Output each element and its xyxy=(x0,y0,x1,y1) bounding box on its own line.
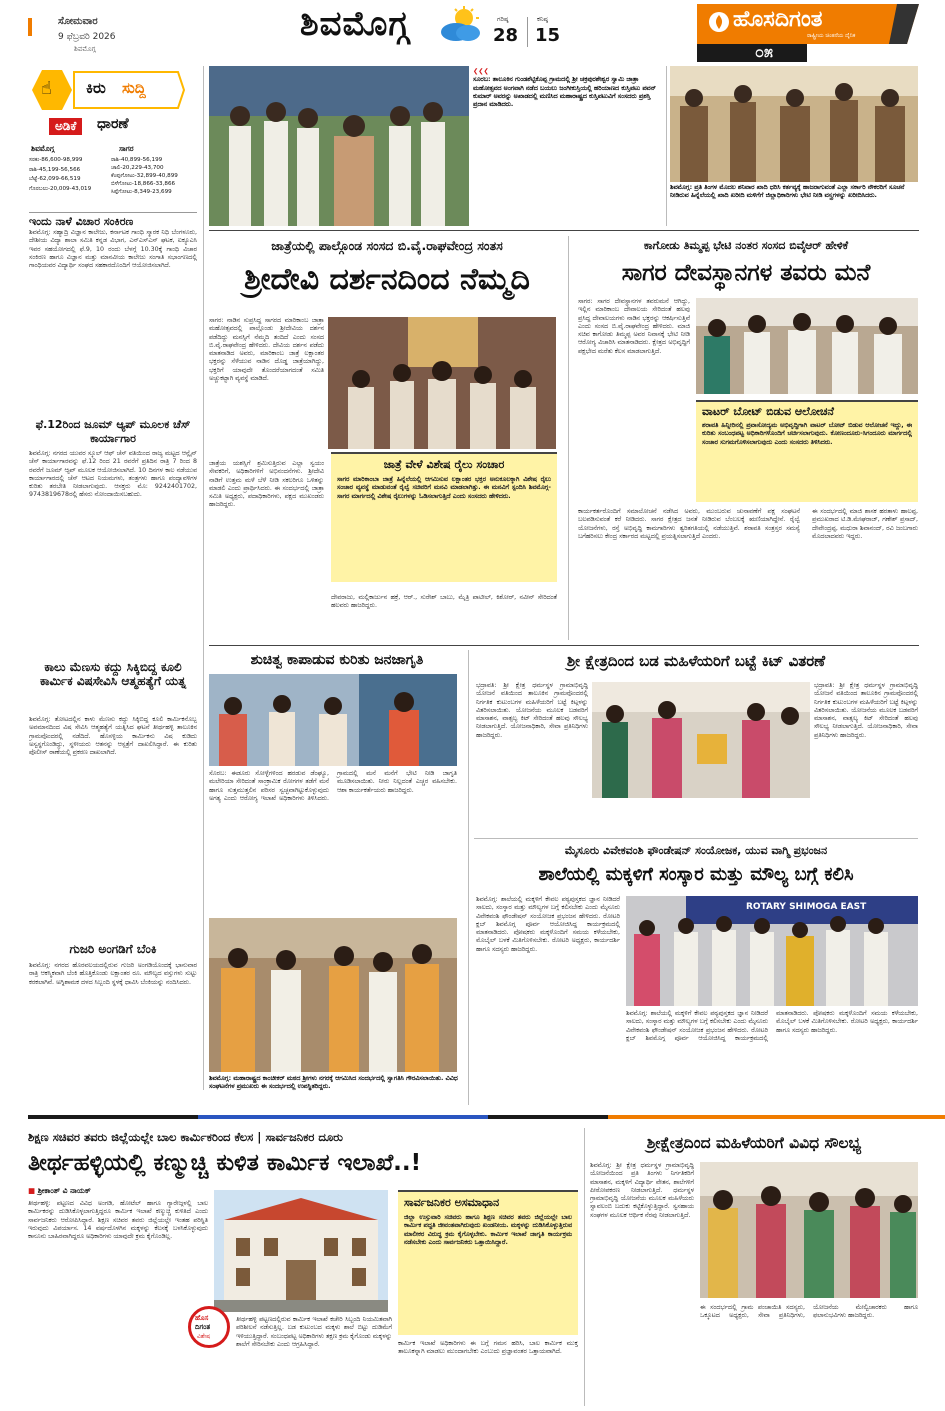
brand-name: ಹೊಸದಿಗಂತ xyxy=(733,7,823,32)
left-col-a4-body: ಶಿವಮೊಗ್ಗ: ನಗರದ ಹೊರವಲಯದಲ್ಲಿರುವ ಗುಜರಿ ಅಂಗಡಿಯೊಂದಕ್ಕೆ ಭಾನುವಾರ ರಾತ್ರಿ ಆಕಸ್ಮಿಕವಾಗಿ ಬೆಂಕಿ ಹೊತ್ತಿಕೊಂಡು ಲಕ್ಷಾಂತರ ರೂ. ಮೌಲ್ಯದ ವಸ್ತುಗಳು ಸುಟ್ಟು ಕರಕಲಾಗಿವೆ. ಅಗ್ನಿಶಾಮಕ ದಳದ ಸಿಬ್ಬಂದಿ ಸ್ಥಳಕ್ಕೆ ಧಾವಿಸಿ ಬೆಂಕಿಯನ್ನು ನಂದಿಸಿದರು. xyxy=(29,962,197,986)
min-temp-value: 15 xyxy=(535,25,561,46)
adike-row: ಕೆಂಪುಗೋಟು-32,899-40,899 xyxy=(111,173,178,179)
mid-left-body: ಸೊರಬ: ಈಡೂರು ಸೋಳ್ಳೆಗಳಿಂದ ಹರಡುವ ಡೆಂಘ್ಯೂ, ಮಲೇರಿಯಾ ಸೇರಿದಂತೆ ಸಾಂಕ್ರಾಮಿಕ ರೋಗಗಳ ತಡೆಗೆ ಮನೆ ಹಾಗೂ ಸುತ್ತಮುತ್ತಲಿನ ಪರಿಸರ ಸ್ವಚ್ಛವಾಗಿಟ್ಟುಕೊಳ್ಳುವುದು ಅಗತ್ಯ ಎಂದು ಆರೋಗ್ಯ ಇಲಾಖೆ ಅಧಿಕಾರಿಗಳು ತಿಳಿಸಿದರು. ಗ್ರಾಮದಲ್ಲಿ ಮನೆ ಮನೆಗೆ ಭೇಟಿ ನೀಡಿ ಜಾಗೃತಿ ಮೂಡಿಸಲಾಯಿತು. ನೀರು ನಿಲ್ಲದಂತೆ ಎಚ್ಚರ ವಹಿಸಬೇಕು. ಆಶಾ ಕಾರ್ಯಕರ್ತೆಯರು ಹಾಜರಿದ್ದರು. xyxy=(209,770,457,802)
swamiji-caption: ಶಿವಮೊಗ್ಗ: ಮಹಾರಾಷ್ಟ್ರದ ಕಾಂಚೀಕರ್ ಮಠದ ಶ್ರೀಗಳು ನಗರಕ್ಕೆ ಆಗಮಿಸಿದ ಸಂದರ್ಭದಲ್ಲಿ ಸ್ವಾಗತಿಸಿ ಗೌರವಿಸಲಾಯಿತು. ವಿವಿಧ ಸಂಘಟನೆಗಳ ಪ್ರಮುಖರು ಈ ಸಂದರ್ಭದಲ್ಲಿ ಉಪಸ್ಥಿತರಿದ್ದರು. xyxy=(209,1075,458,1091)
caption-tag-icon: ❮❮❮ xyxy=(473,68,489,75)
brand-sub: ರಾಷ್ಟ್ರೀಯ ಚಿಂತನೆಯ ದೈನಿಕ xyxy=(807,33,856,39)
school-story-body-cont-text: ಶಿವಮೊಗ್ಗ: ಶಾಲೆಯಲ್ಲಿ ಮಕ್ಕಳಿಗೆ ಕೇವಲ ಪಠ್ಯಪುಸ್ತಕದ ಜ್ಞಾನ ನೀಡಿದರೆ ಸಾಲದು, ಸಂಸ್ಕಾರ ಮತ್ತು ಮೌಲ್ಯಗಳ ಬಗ್ಗೆ ಕಲಿಸಬೇಕು ಎಂದು ಮೈಸೂರು ವಿವೇಕವಂಶಿ ಫೌಂಡೇಷನ್ ಸಂಯೋಜಕ ಪ್ರಭಂಜನ ಹೇಳಿದರು. ರೋಟರಿ ಕ್ಲಬ್ ಶಿವಮೊಗ್ಗ ಪೂರ್ವ ಆಯೋಜಿಸಿದ್ದ ಕಾರ್ಯಕ್ರಮದಲ್ಲಿ ಮಾತನಾಡಿದರು. ಪೋಷಕರು ಮಕ್ಕಳೊಂದಿಗೆ ಸಮಯ ಕಳೆಯಬೇಕು, ಮೊಬೈಲ್ ಬಳಕೆ ಮಿತಿಗೊಳಿಸಬೇಕು. ರೋಟರಿ ಅಧ್ಯಕ್ಷರು, ಕಾರ್ಯದರ್ಶಿ ಹಾಗೂ ಸದಸ್ಯರು ಹಾಜರಿದ್ದರು. xyxy=(626,1010,918,1042)
adike-col2-head: ಸಾಗರ xyxy=(119,144,134,153)
bottom-left-headline: ತೀರ್ಥಹಳ್ಳಿಯಲ್ಲಿ ಕಣ್ಮುಚ್ಚಿ ಕುಳಿತ ಕಾರ್ಮಿಕ ಇಲಾಖೆ..! xyxy=(28,1150,422,1176)
left-col-a3-title: ಕಾಲು ಮೆಣಸು ಕದ್ದು ಸಿಕ್ಕಿಬಿದ್ದ ಕೂಲಿ ಕಾರ್ಮಿಕ ವಿಷಸೇವಿಸಿ ಆತ್ಮಹತ್ಯೆಗೆ ಯತ್ನ xyxy=(39,660,187,688)
masthead xyxy=(0,0,945,62)
adike-row: ಬಿಳೆಗೋಟು-18,866-33,866 xyxy=(111,181,176,187)
byline-text: ಶ್ರೀಕಾಂತ್ ವಿ ನಾಯಕ್ xyxy=(37,1186,91,1195)
min-temp-label: ಕನಿಷ್ಠ xyxy=(537,15,548,23)
rotary-banner: ROTARY SHIMOGA EAST xyxy=(746,902,867,912)
adike-row: ಗೊರಬಲು-20,009-43,019 xyxy=(29,185,92,192)
page-number-tab xyxy=(697,44,807,62)
mid-right-headline: ಶ್ರೀ ಕ್ಷೇತ್ರದಿಂದ ಬಡ ಮಹಿಳೆಯರಿಗೆ ಬಟ್ಟೆ ಕಿಟ್ ವಿತರಣೆ xyxy=(566,652,826,670)
hosa-diganta-special-logo xyxy=(188,1306,230,1348)
date-block xyxy=(28,16,178,58)
right-story-headline: ಸಾಗರ ದೇವಸ್ಥಾನಗಳ ತವರು ಮನೆ xyxy=(621,260,871,286)
mid-right-body-cont xyxy=(814,682,918,802)
school-story-kicker: ಮೈಸೂರು ವಿವೇಕವಂಶಿ ಫೌಂಡೇಷನ್ ಸಂಯೋಜಕ, ಯುವ ವಾಗ್ಮಿ ಪ್ರಭಂಜನ xyxy=(564,844,828,857)
school-story-headline: ಶಾಲೆಯಲ್ಲಿ ಮಕ್ಕಳಿಗೆ ಸಂಸ್ಕಾರ ಮತ್ತು ಮೌಲ್ಯ ಬಗ್ಗೆ ಕಲಿಸಿ xyxy=(538,864,854,885)
public-box xyxy=(398,1190,578,1335)
adike-row: ಸರಕು-86,600-98,999 xyxy=(29,157,83,163)
wrestling-photo xyxy=(209,66,469,226)
mid-right-body: ಭದ್ರಾವತಿ: ಶ್ರೀ ಕ್ಷೇತ್ರ ಧರ್ಮಸ್ಥಳ ಗ್ರಾಮಾಭಿವೃದ್ಧಿ ಯೋಜನೆ ವತಿಯಿಂದ ತಾಲೂಕಿನ ಗ್ರಾಮವೊಂದರಲ್ಲಿ ನಿರ್ಗತಿಕ ಕುಟುಂಬಗಳ ಮಹಿಳೆಯರಿಗೆ ಬಟ್ಟೆ ಕಿಟ್ಗಳನ್ನು ವಿತರಿಸಲಾಯಿತು. ಯೋಜನೆಯ ಮೂಲಕ ಬಡವರಿಗೆ ಮಾಸಾಶನ, ವಾತ್ಸಲ್ಯ ಕಿಟ್ ಸೇರಿದಂತೆ ಹಲವು ಸೌಲಭ್ಯ ನೀಡಲಾಗುತ್ತಿದೆ. ಯೋಜನಾಧಿಕಾರಿ, ಸೇವಾ ಪ್ರತಿನಿಧಿಗಳು ಹಾಜರಿದ್ದರು. xyxy=(476,682,588,739)
right-story-body2: ಕಾರ್ಯಕರ್ತರೊಂದಿಗೆ ಸಮಾಲೋಚನೆ ನಡೆಸಿದ ಅವರು, ಮುಂಬರುವ ಚುನಾವಣೆಗೆ ಪಕ್ಷ ಸಂಘಟನೆ ಬಲಪಡಿಸುವಂತೆ ಕರೆ ನೀಡಿದರು. ಸಾಗರ ಕ್ಷೇತ್ರದ ಜನತೆ ನೀಡಿರುವ ಬೆಂಬಲಕ್ಕೆ ಋಣಿಯಾಗಿದ್ದೇನೆ. ರೈಲ್ವೆ ಯೋಜನೆಗಳು, ರಸ್ತೆ ಅಭಿವೃದ್ಧಿ ಕಾಮಗಾರಿಗಳು ತ್ವರಿತಗತಿಯಲ್ಲಿ ನಡೆಯುತ್ತಿವೆ. ಶರಾವತಿ ಸಂತ್ರಸ್ತರ ಸಮಸ್ಯೆ ಬಗೆಹರಿಸಲು ಕೇಂದ್ರ ಸರ್ಕಾರದ ಮಟ್ಟದಲ್ಲಿ ಪ್ರಯತ್ನಿಸಲಾಗುತ್ತಿದೆ ಎಂದರು. xyxy=(578,508,800,540)
byline xyxy=(28,1186,208,1196)
adike-price-box xyxy=(29,114,197,206)
adike-row: ಚಾಲಿ-20,229-43,700 xyxy=(111,165,164,171)
main-story-body2: ಜಾತ್ರೆಯ ಯಶಸ್ಸಿಗೆ ಶ್ರಮಿಸುತ್ತಿರುವ ಎಲ್ಲಾ ಸ್ವಯಂ ಸೇವಕರಿಗೆ, ಅಧಿಕಾರಿಗಳಿಗೆ ಅಭಿನಂದನೆಗಳು. ಶ್ರೀದೇವಿ ನಾಡಿಗೆ ಉತ್ತಮ ಮಳೆ ಬೆಳೆ ನೀಡಿ ಸಕಲರಿಗೂ ಒಳಿತನ್ನು ಮಾಡಲಿ ಎಂದು ಪ್ರಾರ್ಥಿಸಿದರು. ಈ ಸಂದರ್ಭದಲ್ಲಿ ಜಾತ್ರಾ ಸಮಿತಿ ಅಧ್ಯಕ್ಷರು, ಪದಾಧಿಕಾರಿಗಳು, ಪಕ್ಷದ ಮುಖಂಡರು ಹಾಜರಿದ್ದರು. xyxy=(209,460,324,509)
kirusuddi-title-a: ಕಿರು xyxy=(86,79,106,97)
rail-box-body: ಸಾಗರ ಮಾರಿಕಾಂಬಾ ಜಾತ್ರೆ ಹಿನ್ನೆಲೆಯಲ್ಲಿ ಆಗಮಿಸುವ ಲಕ್ಷಾಂತರ ಭಕ್ತರ ಅನುಕೂಲಕ್ಕಾಗಿ ವಿಶೇಷ ರೈಲು ಸಂಚಾರ ವ್ಯವಸ್ಥೆ ಮಾಡುವಂತೆ ರೈಲ್ವೆ ಸಚಿವರಿಗೆ ಮನವಿ ಮಾಡಲಾಗಿತ್ತು. ಈ ಮನವಿಗೆ ಸ್ಪಂದಿಸಿ ಶಿವಮೊಗ್ಗ-ಸಾಗರ ಮಾರ್ಗದಲ್ಲಿ ವಿಶೇಷ ರೈಲುಗಳನ್ನು ಓಡಿಸಲಾಗುತ್ತಿದೆ ಎಂದು ಸಂಸದರು ಹೇಳಿದರು. xyxy=(337,476,551,500)
mid-left-headline: ಶುಚಿತ್ವ ಕಾಪಾಡುವ ಕುರಿತು ಜನಜಾಗೃತಿ xyxy=(250,652,424,668)
khadi-caption: ಶಿವಮೊಗ್ಗ: ಪ್ರತಿ ತಿಂಗಳ ಮೊದಲ ಶನಿವಾರ ಖಾದಿ ಧರಿಸಿ ಕರ್ತವ್ಯಕ್ಕೆ ಹಾಜರಾಗುವಂತೆ ಎಲ್ಲಾ ಸರ್ಕಾರಿ ನೌಕರರಿಗೆ ಸೂಚನೆ ನೀಡಿರುವ ಹಿನ್ನೆಲೆಯಲ್ಲಿ ಖಾದಿ ಖರೀದಿ ಮಳಿಗೆಗೆ ಜಿಲ್ಲಾಧಿಕಾರಿಗಳು ಭೇಟಿ ನೀಡಿ ವಸ್ತ್ರಗಳನ್ನು ಖರೀದಿಸಿದರು. xyxy=(670,184,905,200)
water-boat-box-body: ಶರಾವತಿ ಹಿನ್ನೀರಿನಲ್ಲಿ ಪ್ರವಾಸೋದ್ಯಮ ಅಭಿವೃದ್ಧಿಗಾಗಿ ವಾಟರ್ ಬೋಟ್ ಬಿಡುವ ಆಲೋಚನೆ ಇದ್ದು, ಈ ಕುರಿತು ಸಂಬಂಧಪಟ್ಟ ಅಧಿಕಾರಿಗಳೊಂದಿಗೆ ಚರ್ಚಿಸಲಾಗುವುದು. ಕೋಣಂದೂರು-ಸಿಗಂದೂರು ಮಾರ್ಗದಲ್ಲಿ ಸಂಚಾರ ಸುಗಮಗೊಳಿಸಲಾಗುವುದು ಎಂದು ಸಂಸದರು ತಿಳಿಸಿದರು. xyxy=(702,422,912,446)
left-col-a2-body: ಶಿವಮೊಗ್ಗ: ನಗರದ ಯುವರ ಸ್ಕೂಲ್ ಆಫ್ ಚೆಸ್ ವತಿಯಿಂದ ರಾಜ್ಯ ಮಟ್ಟದ ಆನ್ಲೈನ್ ಚೆಸ್ ಕಾರ್ಯಾಗಾರವನ್ನು ಫೆ.12 ರಿಂದ 21 ರವರೆಗೆ ಪ್ರತಿದಿನ ರಾತ್ರಿ 7 ರಿಂದ 8 ರವರೆಗೆ ಜೂಮ್ ಆ್ಯಪ್ ಮೂಲಕ ಆಯೋಜಿಸಲಾಗಿದೆ. 10 ದಿನಗಳ ಕಾಲ ನಡೆಯುವ ಕಾರ್ಯಾಗಾರದಲ್ಲಿ ಚೆಸ್ ಆಟದ ನಿಯಮಗಳು, ತಂತ್ರಗಳು ಹಾಗೂ ಪಂದ್ಯಾವಳಿಗಳ ಕುರಿತು ತರಬೇತಿ ನೀಡಲಾಗುವುದು. ಆಸಕ್ತರು ಮೊ: 9242401702, 9743819678ರಲ್ಲಿ ಹೆಸರು ನೋಂದಾಯಿಸಬಹುದು. xyxy=(29,450,197,499)
awareness-photo xyxy=(209,674,457,766)
main-story-body3: ದೇವರಾಜು, ಮಲ್ಲಿಕಾರ್ಜುನ ಹಕ್ರೆ, ಆರ್., ಸುರೇಶ್ ಬಾಬು, ಮೈತ್ರಿ ಪಾಟೀಲ್, ಕಿಶೋರ್, ನವೀನ್ ಸೇರಿದಂತೆ ಹಲವರು ಹಾಜರಿದ್ದರು. xyxy=(331,594,557,610)
left-col-a1-title: ಇಂದು ನಾಳೆ ವಿಚಾರ ಸಂಕಿರಣ xyxy=(29,212,197,229)
kirusuddi-logo xyxy=(30,68,185,112)
right-story-body3: ಈ ಸಂದರ್ಭದಲ್ಲಿ ಮಾಜಿ ಶಾಸಕ ಹರತಾಳು ಹಾಲಪ್ಪ, ಪ್ರಮುಖರಾದ ಟಿ.ಡಿ.ಮೇಘರಾಜ್, ಗಣೇಶ್ ಪ್ರಸಾದ್, ದೇವೇಂದ್ರಪ್ಪ, ಮಧುರಾ ಶಿವಾನಂದ್, ರವಿ ಜಂಬಗಾರು ಮೊದಲಾದವರು ಇದ್ದರು. xyxy=(812,508,918,540)
place-label: ಶಿವಮೊಗ್ಗ xyxy=(74,45,96,53)
main-story-body1: ಸಾಗರ: ನಾಡಿನ ಸುಪ್ರಸಿದ್ಧ ಸಾಗರದ ಮಾರಿಕಾಂಬ ಜಾತ್ರಾ ಮಹೋತ್ಸವದಲ್ಲಿ ಪಾಲ್ಗೊಂಡು ಶ್ರೀದೇವಿಯ ದರ್ಶನ ಪಡೆದಿದ್ದು ಮನಸ್ಸಿಗೆ ನೆಮ್ಮದಿ ತಂದಿದೆ ಎಂದು ಸಂಸದ ಬಿ.ವೈ.ರಾಘವೇಂದ್ರ ಹೇಳಿದರು. ದೇವಿಯ ದರ್ಶನ ಪಡೆದು ಮಾತನಾಡಿದ ಅವರು, ಮಾರಿಕಾಂಬ ಜಾತ್ರೆ ಲಕ್ಷಾಂತರ ಭಕ್ತರನ್ನು ಸೆಳೆಯುವ ನಾಡಿನ ದೊಡ್ಡ ಜಾತ್ರೆಯಾಗಿದ್ದು, ಭಕ್ತರಿಗೆ ಯಾವುದೇ ತೊಂದರೆಯಾಗದಂತೆ ಸಮಿತಿ ಅಚ್ಚುಕಟ್ಟಾಗಿ ವ್ಯವಸ್ಥೆ ಮಾಡಿದೆ. xyxy=(209,317,324,383)
bottom-divider xyxy=(28,1112,918,1122)
adike-title-a: ಅಡಿಕೆ xyxy=(49,118,82,135)
kirusuddi-title-b: ಸುದ್ದಿ xyxy=(122,79,146,97)
adike-row: ಸಿಪ್ಪೆಗೋಟು-8,349-23,699 xyxy=(111,189,172,195)
mp-visit-photo xyxy=(696,298,918,394)
byline-icon: ■ xyxy=(28,1186,38,1195)
day-label: ಸೋಮವಾರ xyxy=(58,16,98,27)
water-boat-box xyxy=(696,400,918,502)
building-photo xyxy=(214,1190,388,1312)
women-scheme-photo xyxy=(700,1162,918,1298)
page-number: ೦೫ xyxy=(755,42,773,61)
right-story-kicker: ಕಾಗೋಡು ತಿಮ್ಮಪ್ಪ ಭೇಟಿ ನಂತರ ಸಂಸದ ಬಿವೈಆರ್ ಹೇಳಿಕೆ xyxy=(643,239,849,252)
left-col-a1-body: ಶಿವಮೊಗ್ಗ: ಸಹ್ಯಾದ್ರಿ ವಿಜ್ಞಾನ ಕಾಲೇಜು, ಕರ್ನಾಟಕ ಗಾಂಧಿ ಸ್ಮಾರಕ ನಿಧಿ ಬೆಂಗಳೂರು, ದೇಶೀಯ ವಿದ್ಯಾ ಶಾಲಾ ಸಮಿತಿ ಕನ್ನಡ ವಿಭಾಗ, ಎನ್ಎಸ್ಎಸ್ ಘಟಕ, ಐಕ್ಯೂಎಸಿ ಇವರ ಸಹಯೋಗದಲ್ಲಿ ಫೆ.9, 10 ರಂದು ಬೆಳಗ್ಗೆ 10.30ಕ್ಕೆ ಗಾಂಧಿ ವಿಚಾರ ಸಂಕಿರಣ ಹಾಗೂ ವಿಜ್ಞಾನ ಮತ್ತು ಮಾನವೀಯ ಕಾಲೇಜು ಸಂಗಾತಿ ಸಭಾಂಗಣದಲ್ಲಿ ಗಾಂಧಿಯವರ ವಿದ್ಯಾರ್ಥಿ ಸಂಘದ ಸಹಕಾರದೊಂದಿಗೆ ಆಯೋಜಿಸಲಾಗಿದೆ. xyxy=(29,229,197,270)
weather-icon xyxy=(438,6,484,44)
adike-col1 xyxy=(29,156,109,194)
pointing-hand-icon: ☝ xyxy=(41,78,52,99)
mid-right-body-cont-text: ಭದ್ರಾವತಿ: ಶ್ರೀ ಕ್ಷೇತ್ರ ಧರ್ಮಸ್ಥಳ ಗ್ರಾಮಾಭಿವೃದ್ಧಿ ಯೋಜನೆ ವತಿಯಿಂದ ತಾಲೂಕಿನ ಗ್ರಾಮವೊಂದರಲ್ಲಿ ನಿರ್ಗತಿಕ ಕುಟುಂಬಗಳ ಮಹಿಳೆಯರಿಗೆ ಬಟ್ಟೆ ಕಿಟ್ಗಳನ್ನು ವಿತರಿಸಲಾಯಿತು. ಯೋಜನೆಯ ಮೂಲಕ ಬಡವರಿಗೆ ಮಾಸಾಶನ, ವಾತ್ಸಲ್ಯ ಕಿಟ್ ಸೇರಿದಂತೆ ಹಲವು ಸೌಲಭ್ಯ ನೀಡಲಾಗುತ್ತಿದೆ. ಯೋಜನಾಧಿಕಾರಿ, ಸೇವಾ ಪ್ರತಿನಿಧಿಗಳು ಹಾಜರಿದ್ದರು. xyxy=(814,682,918,739)
page-title: ಶಿವಮೊಗ್ಗ xyxy=(300,4,410,44)
bottom-left-body3: ಕಾರ್ಮಿಕ ಇಲಾಖೆ ಅಧಿಕಾರಿಗಳು ಈ ಬಗ್ಗೆ ಗಮನ ಹರಿಸಿ, ಬಾಲ ಕಾರ್ಮಿಕ ಮುಕ್ತ ತಾಲೂಕನ್ನಾಗಿ ಮಾಡಲು ಮುಂದಾಗಬೇಕು ಎಂಬುದು ಪ್ರಜ್ಞಾವಂತರ ಒತ್ತಾಯವಾಗಿದೆ. xyxy=(398,1340,578,1356)
school-story-body: ಶಿವಮೊಗ್ಗ: ಶಾಲೆಯಲ್ಲಿ ಮಕ್ಕಳಿಗೆ ಕೇವಲ ಪಠ್ಯಪುಸ್ತಕದ ಜ್ಞಾನ ನೀಡಿದರೆ ಸಾಲದು, ಸಂಸ್ಕಾರ ಮತ್ತು ಮೌಲ್ಯಗಳ ಬಗ್ಗೆ ಕಲಿಸಬೇಕು ಎಂದು ಮೈಸೂರು ವಿವೇಕವಂಶಿ ಫೌಂಡೇಷನ್ ಸಂಯೋಜಕ ಪ್ರಭಂಜನ ಹೇಳಿದರು. ರೋಟರಿ ಕ್ಲಬ್ ಶಿವಮೊಗ್ಗ ಪೂರ್ವ ಆಯೋಜಿಸಿದ್ದ ಕಾರ್ಯಕ್ರಮದಲ್ಲಿ ಮಾತನಾಡಿದರು. ಪೋಷಕರು ಮಕ್ಕಳೊಂದಿಗೆ ಸಮಯ ಕಳೆಯಬೇಕು, ಮೊಬೈಲ್ ಬಳಕೆ ಮಿತಿಗೊಳಿಸಬೇಕು. ರೋಟರಿ ಅಧ್ಯಕ್ಷರು, ಕಾರ್ಯದರ್ಶಿ ಹಾಗೂ ಸದಸ್ಯರು ಹಾಜರಿದ್ದರು. xyxy=(476,896,620,953)
bottom-right-headline: ಶ್ರೀಕ್ಷೇತ್ರದಿಂದ ಮಹಿಳೆಯರಿಗೆ ವಿವಿಧ ಸೌಲಭ್ಯ xyxy=(646,1134,862,1152)
public-box-body: ಜಿಲ್ಲಾ ಉಸ್ತುವಾರಿ ಸಚಿವರು ಹಾಗೂ ಶಿಕ್ಷಣ ಸಚಿವರ ತವರು ಜಿಲ್ಲೆಯಲ್ಲೇ ಬಾಲ ಕಾರ್ಮಿಕ ಪದ್ಧತಿ ಜೀವಂತವಾಗಿರುವುದು ಖಂಡನೀಯ. ಮಕ್ಕಳನ್ನು ದುಡಿಸಿಕೊಳ್ಳುತ್ತಿರುವ ಮಾಲೀಕರ ವಿರುದ್ಧ ಕ್ರಮ ಕೈಗೊಳ್ಳಬೇಕು. ಕಾರ್ಮಿಕ ಇಲಾಖೆ ಜಾಗೃತಿ ಕಾರ್ಯಕ್ರಮ ನಡೆಸಬೇಕು ಎಂದು ಸಾರ್ವಜನಿಕರು ಒತ್ತಾಯಿಸಿದ್ದಾರೆ. xyxy=(404,1214,572,1246)
water-boat-box-title: ವಾಟರ್ ಬೋಟ್ ಬಿಡುವ ಆಲೋಚನೆ xyxy=(702,405,834,418)
public-box-title: ಸಾರ್ವಜನಿಕರ ಅಸಮಾಧಾನ xyxy=(404,1196,500,1209)
bottom-left-kicker: ಶಿಕ್ಷಣ ಸಚಿವರ ತವರು ಜಿಲ್ಲೆಯಲ್ಲೇ ಬಾಲ ಕಾರ್ಮಿಕರಿಂದ ಕೆಲಸ | ಸಾರ್ವಜನಿಕರ ದೂರು xyxy=(28,1130,343,1144)
brand-logo-icon xyxy=(709,12,729,32)
adike-title-b: ಧಾರಣೆ xyxy=(97,116,129,132)
rail-box-title: ಜಾತ್ರೆ ವೇಳೆ ವಿಶೇಷ ರೈಲು ಸಂಚಾರ xyxy=(383,458,505,471)
left-col-a3-body: ಶಿವಮೊಗ್ಗ: ತೋಟದಲ್ಲಿನ ಕಾಳು ಮೆಣಸು ಕದ್ದು ಸಿಕ್ಕಿಬಿದ್ದ ಕೂಲಿ ಕಾರ್ಮಿಕನೊಬ್ಬ ಅವಮಾನದಿಂದ ವಿಷ ಸೇವಿಸಿ ಆತ್ಮಹತ್ಯೆಗೆ ಯತ್ನಿಸಿದ ಘಟನೆ ತೀರ್ಥಹಳ್ಳಿ ತಾಲೂಕಿನ ಗ್ರಾಮವೊಂದರಲ್ಲಿ ನಡೆದಿದೆ. ಹೊಸಳ್ಳಿಯ ಕಾರ್ಮಿಕನು ವಿಷ ಕುಡಿದು ಅಸ್ವಸ್ಥಗೊಂಡಿದ್ದು, ಸ್ಥಳೀಯರು ಆತನನ್ನು ಆಸ್ಪತ್ರೆಗೆ ದಾಖಲಿಸಿದ್ದಾರೆ. ಈ ಕುರಿತು ಪೊಲೀಸ್ ಠಾಣೆಯಲ್ಲಿ ಪ್ರಕರಣ ದಾಖಲಾಗಿದೆ. xyxy=(29,716,197,757)
adike-col2 xyxy=(111,156,197,196)
temple-crowd-photo xyxy=(328,317,556,449)
rotary-photo xyxy=(626,896,918,1006)
logo-text-c: ವಿಶೇಷ xyxy=(197,1333,211,1340)
max-temp-value: 28 xyxy=(493,25,519,46)
left-col-a4-title: ಗುಜರಿ ಅಂಗಡಿಗೆ ಬೆಂಕಿ xyxy=(69,942,157,956)
bottom-left-body2: ತೀರ್ಥಹಳ್ಳಿ ಪಟ್ಟಣದಲ್ಲಿರುವ ಕಾರ್ಮಿಕ ಇಲಾಖೆ ಕಚೇರಿ ಸಿಬ್ಬಂದಿ ನಿಯಮಿತವಾಗಿ ಪರಿಶೀಲನೆ ನಡೆಸುತ್ತಿಲ್ಲ. ಬಡ ಕುಟುಂಬದ ಮಕ್ಕಳು ಶಾಲೆ ಬಿಟ್ಟು ದುಡಿಮೆಗೆ ಇಳಿಯುತ್ತಿದ್ದಾರೆ. ಸಂಬಂಧಪಟ್ಟ ಅಧಿಕಾರಿಗಳು ತಕ್ಷಣ ಕ್ರಮ ಕೈಗೊಂಡು ಮಕ್ಕಳನ್ನು ಶಾಲೆಗೆ ಸೇರಿಸಬೇಕು ಎಂದು ಆಗ್ರಹಿಸಿದ್ದಾರೆ. xyxy=(236,1316,392,1348)
wrestling-caption-text: ಸೂರಬ: ತಾಲೂಕಿನ ಗುಂಡಶೆಟ್ಟಿಕೊಪ್ಪ ಗ್ರಾಮದಲ್ಲಿ ಶ್ರೀ ಚಕ್ರಪುರಶೇಶ್ವರ ಸ್ವಾಮಿ ಜಾತ್ರಾ ಮಹೋತ್ಸವದ ಅಂಗವಾಗಿ ನಡೆದ ಬಯಲು ಜಂಗೀಕುಸ್ತಿಯಲ್ಲಿ ಹರಿಯಾಣದ ಕುಸ್ತಿಪಟು ಪವನ್ ಕುಮಾರ್ ಅವರನ್ನು ಅಖಾಡದಲ್ಲಿ ಮಣಿಸಿದ ಮಹಾರಾಷ್ಟ್ರದ ಕುಸ್ತಿಪಟುವಿಗೆ ಸಂಸದರು ಪ್ರಶಸ್ತಿ ಪ್ರದಾನ ಮಾಡಿದರು. xyxy=(473,76,656,109)
left-col-a2-title: ಫೆ.12ರಿಂದ ಜೂಮ್ ಆ್ಯಪ್ ಮೂಲಕ ಚೆಸ್ ಕಾರ್ಯಾಗಾರ xyxy=(35,418,191,445)
max-temp-label: ಗರಿಷ್ಠ xyxy=(497,15,509,23)
adike-row: ರಾಶಿ-45,199-56,566 xyxy=(29,166,81,173)
adike-row: ಬೆಟ್ಟೆ-62,099-66,519 xyxy=(29,176,81,182)
bottom-right-body: ಶಿವಮೊಗ್ಗ: ಶ್ರೀ ಕ್ಷೇತ್ರ ಧರ್ಮಸ್ಥಳ ಗ್ರಾಮಾಭಿವೃದ್ಧಿ ಯೋಜನೆಯಿಂದ ಪ್ರತಿ ತಿಂಗಳು ನಿರ್ಗತಿಕರಿಗೆ ಮಾಸಾಶನ, ಮಕ್ಕಳಿಗೆ ವಿದ್ಯಾರ್ಥಿ ವೇತನ, ಶಾಲೆಗಳಿಗೆ ಪೀಠೋಪಕರಣ ನೀಡಲಾಗುತ್ತಿದೆ. ಧರ್ಮಸ್ಥಳ ಗ್ರಾಮಾಭಿವೃದ್ಧಿ ಯೋಜನೆಯ ಮೂಲಕ ಮಹಿಳೆಯರು ಸ್ವಾವಲಂಬಿ ಬದುಕು ಕಟ್ಟಿಕೊಳ್ಳುತ್ತಿದ್ದಾರೆ. ಸ್ವಸಹಾಯ ಸಂಘಗಳ ಮೂಲಕ ಆರ್ಥಿಕ ನೆರವು ನೀಡಲಾಗುತ್ತಿದೆ. xyxy=(590,1162,694,1219)
date-label: 9 ಫೆಬ್ರವರಿ 2026 xyxy=(58,32,116,42)
brand-banner xyxy=(697,4,919,44)
main-story-kicker: ಜಾತ್ರೆಯಲ್ಲಿ ಪಾಲ್ಗೊಂಡ ಸಂಸದ ಬಿ.ವೈ.ರಾಘವೇಂದ್ರ ಸಂತಸ xyxy=(271,238,503,253)
swamiji-photo xyxy=(209,918,457,1072)
adike-row: ರಾಶಿ-40,899-56,199 xyxy=(111,157,163,163)
logo-text-a: ಹೊಸ xyxy=(195,1314,209,1322)
school-story-body-cont xyxy=(626,1010,918,1104)
khadi-photo xyxy=(670,66,918,182)
rail-box xyxy=(331,452,557,582)
logo-text-b: ದಿಗಂತ xyxy=(195,1323,211,1331)
bottom-right-body2: ಈ ಸಂದರ್ಭದಲ್ಲಿ ಗ್ರಾಮ ಪಂಚಾಯಿತಿ ಸದಸ್ಯರು, ಒಕ್ಕೂಟದ ಅಧ್ಯಕ್ಷರು, ಸೇವಾ ಪ್ರತಿನಿಧಿಗಳು, ಯೋಜನೆಯ ಮೇಲ್ವಿಚಾರಕರು ಹಾಗೂ ಫಲಾನುಭವಿಗಳು ಹಾಜರಿದ್ದರು. xyxy=(700,1304,918,1320)
right-story-body1: ಸಾಗರ: ಸಾಗರ ದೇವಸ್ಥಾನಗಳ ತವರುಮನೆ ಆಗಿದ್ದು, ಇಲ್ಲಿನ ಮಾರಿಕಾಂಬ ದೇವಾಲಯ ಸೇರಿದಂತೆ ಹಲವು ಪ್ರಸಿದ್ಧ ದೇವಾಲಯಗಳು ನಾಡಿನ ಭಕ್ತರನ್ನು ಆಕರ್ಷಿಸುತ್ತಿವೆ ಎಂದು ಸಂಸದ ಬಿ.ವೈ.ರಾಘವೇಂದ್ರ ಹೇಳಿದರು. ಮಾಜಿ ಸಚಿವ ಕಾಗೋಡು ತಿಮ್ಮಪ್ಪ ಅವರ ನಿವಾಸಕ್ಕೆ ಭೇಟಿ ನೀಡಿ ಆರೋಗ್ಯ ವಿಚಾರಿಸಿ ಮಾತನಾಡಿದರು. ಕ್ಷೇತ್ರದ ಅಭಿವೃದ್ಧಿಗೆ ಪಕ್ಷಭೇದ ಮರೆತು ಕೆಲಸ ಮಾಡಲಾಗುತ್ತಿದೆ. xyxy=(578,298,690,355)
main-story-headline: ಶ್ರೀದೇವಿ ದರ್ಶನದಿಂದ ನೆಮ್ಮದಿ xyxy=(244,262,530,297)
cloth-kit-photo xyxy=(592,682,810,798)
adike-col1-head: ಶಿವಮೊಗ್ಗ xyxy=(31,144,55,153)
bottom-left-body1: ತೀರ್ಥಹಳ್ಳಿ: ಪಟ್ಟಣದ ವಿವಿಧ ಅಂಗಡಿ, ಹೋಟೆಲ್ ಹಾಗೂ ಗ್ಯಾರೇಜ್ಗಳಲ್ಲಿ ಬಾಲ ಕಾರ್ಮಿಕರನ್ನು ದುಡಿಸಿಕೊಳ್ಳಲಾಗುತ್ತಿದ್ದರೂ ಕಾರ್ಮಿಕ ಇಲಾಖೆ ಕಣ್ಮುಚ್ಚಿ ಕುಳಿತಿದೆ ಎಂದು ಸಾರ್ವಜನಿಕರು ಆರೋಪಿಸಿದ್ದಾರೆ. ಶಿಕ್ಷಣ ಸಚಿವರ ತವರು ಜಿಲ್ಲೆಯಲ್ಲೇ ಇಂತಹ ಪರಿಸ್ಥಿತಿ ಇರುವುದು ವಿಪರ್ಯಾಸ. 14 ವರ್ಷದೊಳಗಿನ ಮಕ್ಕಳನ್ನು ಕೆಲಸಕ್ಕೆ ಬಳಸಿಕೊಳ್ಳುವುದು ಕಾನೂನು ಬಾಹಿರವಾಗಿದ್ದರೂ ಅಧಿಕಾರಿಗಳು ಯಾವುದೇ ಕ್ರಮ ಕೈಗೊಂಡಿಲ್ಲ. xyxy=(28,1200,208,1241)
wrestling-caption xyxy=(473,68,661,226)
